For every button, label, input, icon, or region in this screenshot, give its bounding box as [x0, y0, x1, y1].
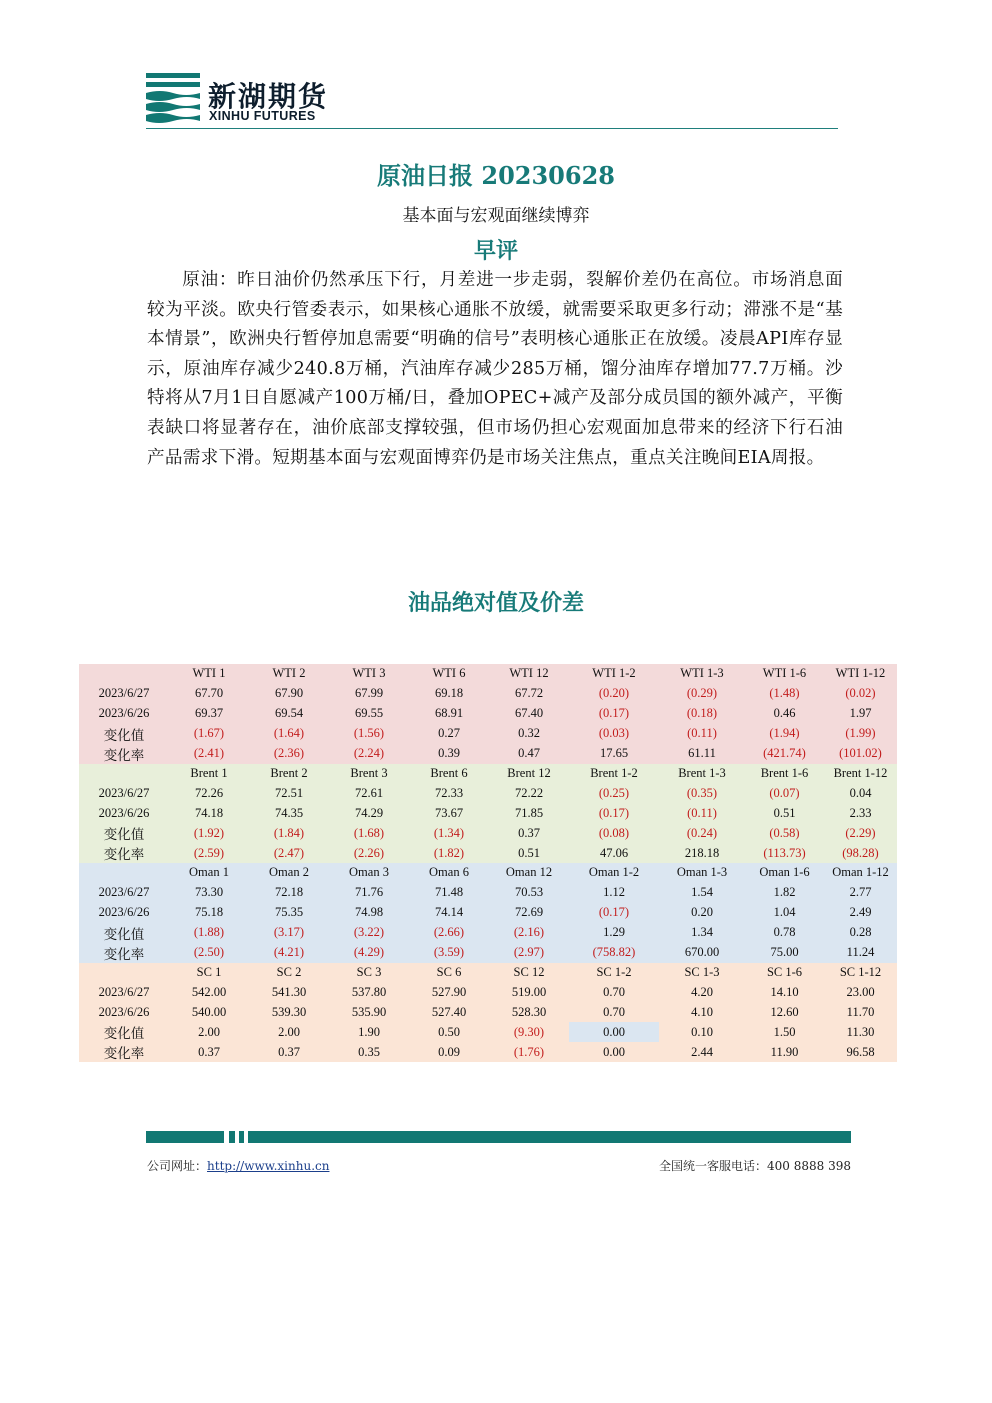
- table-cell: (9.30): [489, 1022, 569, 1042]
- table-cell: 0.70: [569, 982, 659, 1002]
- table-cell: 72.61: [329, 783, 409, 803]
- website-link[interactable]: http://www.xinhu.cn: [207, 1159, 330, 1173]
- table-group-header-wti: [79, 664, 897, 684]
- table-cell: (0.17): [569, 704, 659, 724]
- table-row: [79, 823, 897, 843]
- table-cell: 11.90: [745, 1042, 824, 1062]
- table-cell: 527.90: [409, 982, 489, 1002]
- table-group-header-sc: [79, 963, 897, 983]
- table-row: [79, 982, 897, 1002]
- table-cell: 71.76: [329, 883, 409, 903]
- table-cell: (0.29): [659, 684, 745, 704]
- row-label: 变化率: [79, 843, 169, 863]
- column-header: SC 1-12: [824, 963, 897, 983]
- table-cell: 1.90: [329, 1022, 409, 1042]
- table-cell: 69.18: [409, 684, 489, 704]
- table-row: [79, 704, 897, 724]
- table-cell: 0.35: [329, 1042, 409, 1062]
- table-corner-cell: [79, 664, 169, 684]
- table-cell: 1.54: [659, 883, 745, 903]
- table-cell: 0.20: [659, 903, 745, 923]
- table-cell: 0.00: [569, 1022, 659, 1042]
- table-row: [79, 1022, 897, 1042]
- table-cell: 528.30: [489, 1002, 569, 1022]
- table-cell: 539.30: [249, 1002, 329, 1022]
- table-cell: (0.07): [745, 783, 824, 803]
- table-cell: 68.91: [409, 704, 489, 724]
- column-header: Brent 1-12: [824, 764, 897, 784]
- row-label: 2023/6/27: [79, 684, 169, 704]
- table-cell: (2.26): [329, 843, 409, 863]
- table-cell: 61.11: [659, 744, 745, 764]
- column-header: Brent 6: [409, 764, 489, 784]
- table-cell: 527.40: [409, 1002, 489, 1022]
- table-cell: 71.48: [409, 883, 489, 903]
- table-row: [79, 1002, 897, 1022]
- footer-bar-segment: [239, 1131, 244, 1143]
- column-header: Oman 1-12: [824, 863, 897, 883]
- table-cell: (2.50): [169, 943, 249, 963]
- table-cell: 67.72: [489, 684, 569, 704]
- row-label: 变化率: [79, 744, 169, 764]
- table-cell: (2.41): [169, 744, 249, 764]
- row-label: 2023/6/26: [79, 1002, 169, 1022]
- table-cell: (3.17): [249, 923, 329, 943]
- column-header: SC 1: [169, 963, 249, 983]
- table-cell: (2.24): [329, 744, 409, 764]
- row-label: 2023/6/27: [79, 883, 169, 903]
- table-cell: 0.00: [569, 1042, 659, 1062]
- footer-bar-segment: [146, 1131, 224, 1143]
- table-cell: 74.29: [329, 803, 409, 823]
- table-row: [79, 724, 897, 744]
- table-row: [79, 843, 897, 863]
- column-header: WTI 3: [329, 664, 409, 684]
- table-cell: (1.67): [169, 724, 249, 744]
- row-label: 2023/6/26: [79, 803, 169, 823]
- wave-logo-icon: [146, 73, 200, 125]
- table-cell: 0.78: [745, 923, 824, 943]
- table-cell: 0.47: [489, 744, 569, 764]
- oil-price-spread-table: [79, 664, 897, 1062]
- table-cell: (3.22): [329, 923, 409, 943]
- table-cell: (2.16): [489, 923, 569, 943]
- table-cell: 75.00: [745, 943, 824, 963]
- table-cell: 0.70: [569, 1002, 659, 1022]
- table-cell: (1.64): [249, 724, 329, 744]
- column-header: WTI 6: [409, 664, 489, 684]
- table-row: [79, 744, 897, 764]
- table-corner-cell: [79, 963, 169, 983]
- table-cell: 218.18: [659, 843, 745, 863]
- table-cell: 1.29: [569, 923, 659, 943]
- column-header: WTI 12: [489, 664, 569, 684]
- row-label: 变化率: [79, 943, 169, 963]
- table-cell: 69.55: [329, 704, 409, 724]
- table-cell: (1.94): [745, 724, 824, 744]
- table-cell: 74.14: [409, 903, 489, 923]
- table-cell: (113.73): [745, 843, 824, 863]
- table-cell: 519.00: [489, 982, 569, 1002]
- table-corner-cell: [79, 764, 169, 784]
- footer-hotline: 全国统一客服电话：400 8888 398: [659, 1159, 851, 1173]
- table-cell: 0.37: [249, 1042, 329, 1062]
- table-cell: (1.34): [409, 823, 489, 843]
- table-cell: (0.24): [659, 823, 745, 843]
- table-cell: 47.06: [569, 843, 659, 863]
- table-cell: 70.53: [489, 883, 569, 903]
- table-cell: (0.11): [659, 724, 745, 744]
- column-header: Brent 12: [489, 764, 569, 784]
- table-cell: (0.08): [569, 823, 659, 843]
- table-cell: (1.92): [169, 823, 249, 843]
- table-cell: (1.99): [824, 724, 897, 744]
- table-row: [79, 943, 897, 963]
- table-cell: 2.77: [824, 883, 897, 903]
- table-cell: (0.20): [569, 684, 659, 704]
- column-header: WTI 1-2: [569, 664, 659, 684]
- table-cell: 69.37: [169, 704, 249, 724]
- table-cell: 1.12: [569, 883, 659, 903]
- column-header: Oman 6: [409, 863, 489, 883]
- table-cell: (1.88): [169, 923, 249, 943]
- table-cell: (98.28): [824, 843, 897, 863]
- table-cell: 2.44: [659, 1042, 745, 1062]
- table-cell: 535.90: [329, 1002, 409, 1022]
- table-cell: (0.03): [569, 724, 659, 744]
- table-cell: (1.68): [329, 823, 409, 843]
- table-cell: 73.30: [169, 883, 249, 903]
- column-header: SC 3: [329, 963, 409, 983]
- table-cell: 0.27: [409, 724, 489, 744]
- table-cell: (2.36): [249, 744, 329, 764]
- table-cell: 0.39: [409, 744, 489, 764]
- table-cell: 74.98: [329, 903, 409, 923]
- table-row: [79, 923, 897, 943]
- table-cell: 0.37: [489, 823, 569, 843]
- column-header: Oman 1-6: [745, 863, 824, 883]
- column-header: WTI 1-6: [745, 664, 824, 684]
- table-cell: 0.51: [489, 843, 569, 863]
- table-cell: 1.82: [745, 883, 824, 903]
- table-cell: (3.59): [409, 943, 489, 963]
- row-label: 2023/6/27: [79, 783, 169, 803]
- table-cell: 14.10: [745, 982, 824, 1002]
- table-cell: 72.69: [489, 903, 569, 923]
- table-cell: (1.82): [409, 843, 489, 863]
- column-header: Brent 1-2: [569, 764, 659, 784]
- table-cell: (0.35): [659, 783, 745, 803]
- table-cell: 11.70: [824, 1002, 897, 1022]
- table-cell: 11.24: [824, 943, 897, 963]
- table-cell: 73.67: [409, 803, 489, 823]
- table-cell: (2.97): [489, 943, 569, 963]
- row-label: 2023/6/27: [79, 982, 169, 1002]
- row-label: 变化值: [79, 1022, 169, 1042]
- table-cell: 67.99: [329, 684, 409, 704]
- table-cell: 4.10: [659, 1002, 745, 1022]
- table-cell: 1.97: [824, 704, 897, 724]
- table-group-header-brent: [79, 764, 897, 784]
- column-header: WTI 1-12: [824, 664, 897, 684]
- table-cell: (0.58): [745, 823, 824, 843]
- column-header: SC 1-6: [745, 963, 824, 983]
- table-row: [79, 1042, 897, 1062]
- column-header: WTI 2: [249, 664, 329, 684]
- column-header: Oman 1-3: [659, 863, 745, 883]
- table-cell: (2.59): [169, 843, 249, 863]
- table-cell: 540.00: [169, 1002, 249, 1022]
- row-label: 变化值: [79, 823, 169, 843]
- table-cell: 72.18: [249, 883, 329, 903]
- table-cell: 75.18: [169, 903, 249, 923]
- table-cell: 67.40: [489, 704, 569, 724]
- header-divider: [146, 128, 838, 129]
- table-cell: 72.33: [409, 783, 489, 803]
- footer-bar-segment: [229, 1131, 235, 1143]
- column-header: Brent 2: [249, 764, 329, 784]
- row-label: 变化率: [79, 1042, 169, 1062]
- brand-name-cn: 新湖期货: [208, 80, 329, 113]
- table-row: [79, 803, 897, 823]
- table-cell: 541.30: [249, 982, 329, 1002]
- row-label: 变化值: [79, 724, 169, 744]
- column-header: SC 1-2: [569, 963, 659, 983]
- morning-comment-heading: 早评: [473, 238, 518, 264]
- table-cell: 0.28: [824, 923, 897, 943]
- brand-name-en: XINHU FUTURES: [209, 109, 316, 123]
- table-cell: 0.51: [745, 803, 824, 823]
- table-cell: 67.90: [249, 684, 329, 704]
- table-group-header-oman: [79, 863, 897, 883]
- column-header: SC 12: [489, 963, 569, 983]
- table-cell: (1.56): [329, 724, 409, 744]
- table-cell: 1.50: [745, 1022, 824, 1042]
- table-cell: (0.25): [569, 783, 659, 803]
- table-cell: 0.10: [659, 1022, 745, 1042]
- table-cell: 17.65: [569, 744, 659, 764]
- table-cell: 0.09: [409, 1042, 489, 1062]
- table-cell: 67.70: [169, 684, 249, 704]
- table-row: [79, 903, 897, 923]
- table-cell: (4.29): [329, 943, 409, 963]
- table-row: [79, 783, 897, 803]
- column-header: Oman 2: [249, 863, 329, 883]
- column-header: WTI 1-3: [659, 664, 745, 684]
- column-header: Oman 12: [489, 863, 569, 883]
- column-header: SC 6: [409, 963, 489, 983]
- footer-bar-segment: [248, 1131, 851, 1143]
- table-cell: 75.35: [249, 903, 329, 923]
- column-header: SC 1-3: [659, 963, 745, 983]
- table-cell: 72.51: [249, 783, 329, 803]
- column-header: SC 2: [249, 963, 329, 983]
- table-cell: 4.20: [659, 982, 745, 1002]
- table-cell: 72.26: [169, 783, 249, 803]
- table-cell: (1.76): [489, 1042, 569, 1062]
- table-row: [79, 883, 897, 903]
- column-header: Brent 1: [169, 764, 249, 784]
- table-cell: (0.17): [569, 803, 659, 823]
- table-cell: (4.21): [249, 943, 329, 963]
- table-cell: (2.47): [249, 843, 329, 863]
- table-row: [79, 684, 897, 704]
- table-cell: 12.60: [745, 1002, 824, 1022]
- table-cell: (2.66): [409, 923, 489, 943]
- column-header: Oman 1-2: [569, 863, 659, 883]
- table-cell: (1.48): [745, 684, 824, 704]
- table-cell: (0.17): [569, 903, 659, 923]
- table-cell: 0.04: [824, 783, 897, 803]
- table-cell: 537.80: [329, 982, 409, 1002]
- column-header: WTI 1: [169, 664, 249, 684]
- table-cell: 74.35: [249, 803, 329, 823]
- table-cell: (1.84): [249, 823, 329, 843]
- table-cell: 72.22: [489, 783, 569, 803]
- table-cell: 0.32: [489, 724, 569, 744]
- table-cell: 74.18: [169, 803, 249, 823]
- row-label: 2023/6/26: [79, 903, 169, 923]
- footer-website: [147, 1157, 329, 1174]
- table-cell: (0.18): [659, 704, 745, 724]
- table-cell: 96.58: [824, 1042, 897, 1062]
- table-cell: (421.74): [745, 744, 824, 764]
- table-cell: (0.11): [659, 803, 745, 823]
- table-corner-cell: [79, 863, 169, 883]
- brand-logo: [146, 73, 336, 127]
- table-cell: 2.00: [169, 1022, 249, 1042]
- table-cell: 71.85: [489, 803, 569, 823]
- table-cell: 2.49: [824, 903, 897, 923]
- table-cell: 1.04: [745, 903, 824, 923]
- row-label: 变化值: [79, 923, 169, 943]
- morning-comment-text: 原油：昨日油价仍然承压下行，月差进一步走弱，裂解价差仍在高位。市场消息面较为平淡。欧央行管委表示，如果核心通胀不放缓，就需要采取更多行动；滞涨不是“基本情景”，欧洲央行暂停加息需要“明确的信号”表明核心通胀正在放缓。凌晨API库存显示，原油库存减少240.8万桶，汽油库存减少285万桶，馏分油库存增加77.7万桶。沙特将从7月1日自愿减产100万桶/日，叠加OPEC+减产及部分成员国的额外减产，平衡表缺口将显著存在，油价底部支撑较强，但市场仍担心宏观面加息带来的经济下行石油产品需求下滑。短期基本面与宏观面博弈仍是市场关注焦点，重点关注晚间EIA周报。: [147, 270, 843, 468]
- table-cell: 0.37: [169, 1042, 249, 1062]
- table-cell: 0.46: [745, 704, 824, 724]
- table-cell: 2.00: [249, 1022, 329, 1042]
- table-cell: 11.30: [824, 1022, 897, 1042]
- column-header: Brent 1-6: [745, 764, 824, 784]
- table-cell: 69.54: [249, 704, 329, 724]
- table-cell: 0.50: [409, 1022, 489, 1042]
- column-header: Oman 3: [329, 863, 409, 883]
- table-cell: 1.34: [659, 923, 745, 943]
- table-cell: 2.33: [824, 803, 897, 823]
- column-header: Brent 3: [329, 764, 409, 784]
- column-header: Oman 1: [169, 863, 249, 883]
- report-title: 原油日报 20230628: [377, 161, 615, 190]
- table-cell: (0.02): [824, 684, 897, 704]
- table-section-heading: 油品绝对值及价差: [407, 590, 584, 616]
- table-cell: 23.00: [824, 982, 897, 1002]
- table-cell: (101.02): [824, 744, 897, 764]
- table-cell: (2.29): [824, 823, 897, 843]
- table-cell: 542.00: [169, 982, 249, 1002]
- row-label: 2023/6/26: [79, 704, 169, 724]
- website-label: 公司网址：: [147, 1159, 208, 1173]
- report-subtitle: 基本面与宏观面继续博弈: [402, 206, 590, 226]
- column-header: Brent 1-3: [659, 764, 745, 784]
- table-cell: 670.00: [659, 943, 745, 963]
- table-cell: (758.82): [569, 943, 659, 963]
